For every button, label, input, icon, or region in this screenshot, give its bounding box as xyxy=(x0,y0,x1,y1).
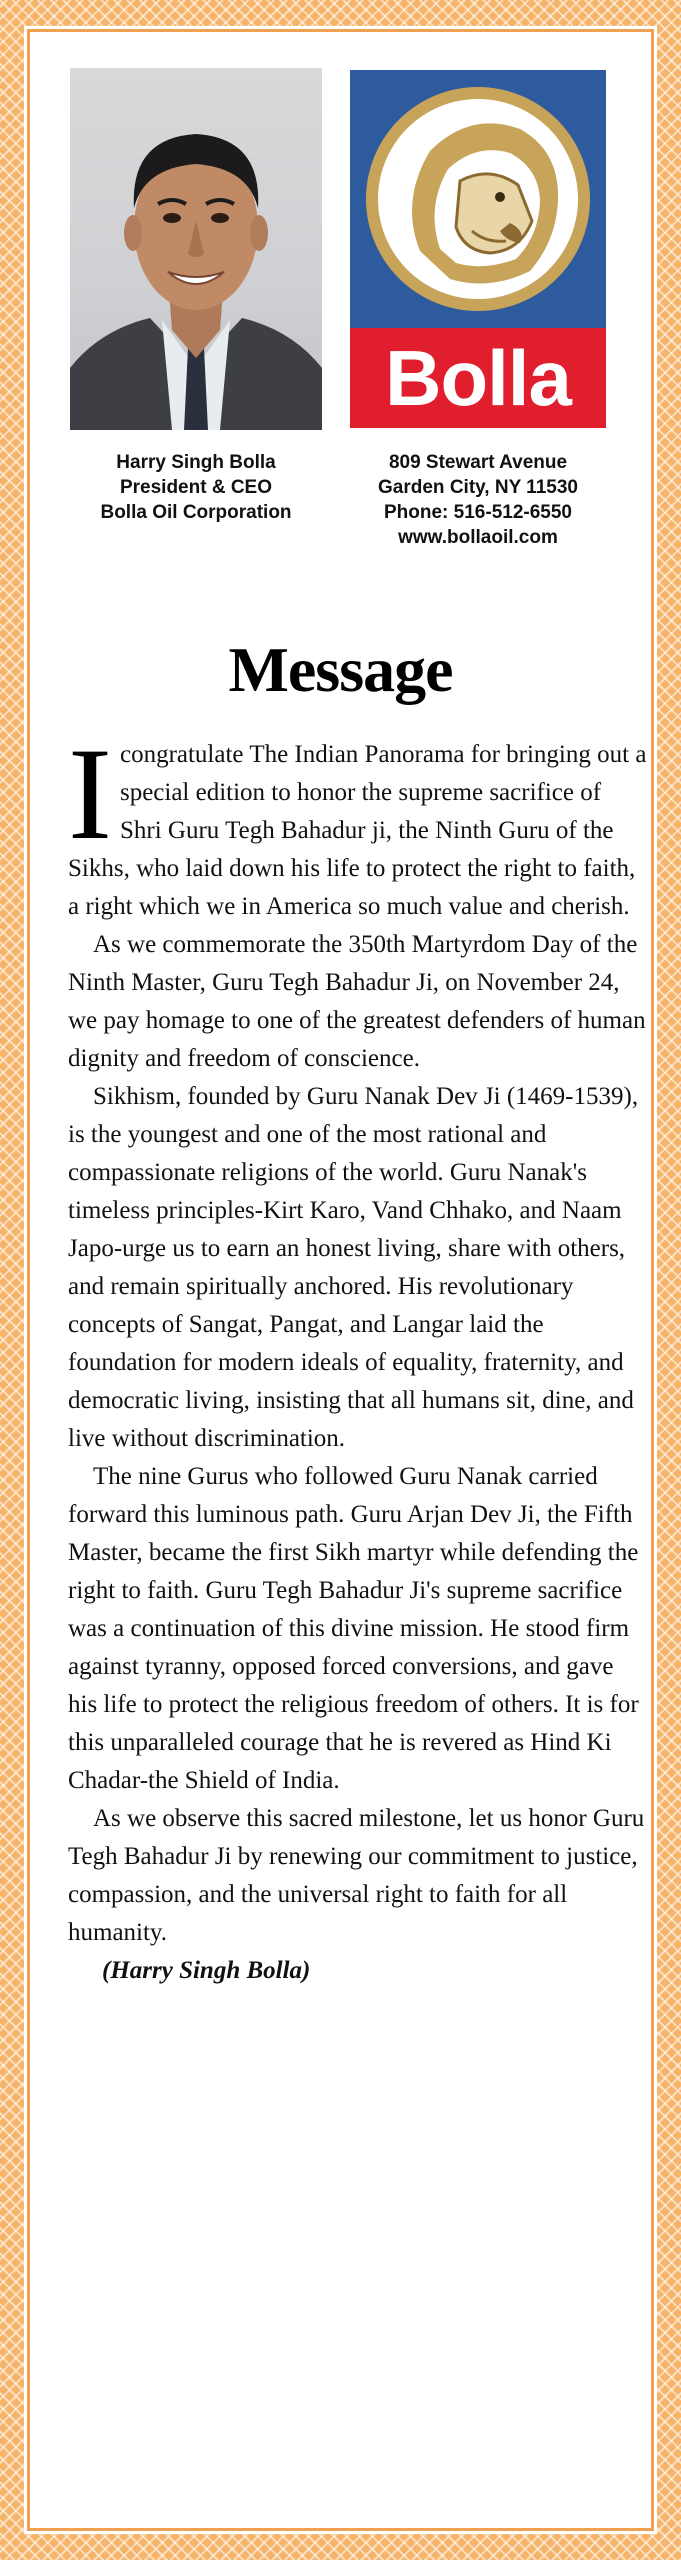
message-heading: Message xyxy=(228,634,453,705)
signature: (Harry Singh Bolla) xyxy=(102,1957,311,1984)
person-name: Harry Singh Bolla xyxy=(116,452,276,473)
paragraph-1-text: congratulate The Indian Panorama for bringing out a special edition to honor the supreme sacrifice of Shri Guru Tegh Bahadur ji, the Ninth Guru of the Sikhs, who laid down his life to protect the right to faith, a right which we in America so much value and cherish. xyxy=(68,741,647,920)
bolla-logo xyxy=(350,70,606,428)
lion-icon xyxy=(360,81,596,317)
message-paragraph-3: Sikhism, founded by Guru Nanak Dev Ji (1469-1539), is the youngest and one of the most rational and compassionate religions of the world. Guru Nanak's timeless principles-Kirt Karo, Vand Chhako, and Naam Japo-urge us to earn an honest living, share with others, and remain spiritually anchored. His revolutionary concepts of Sangat, Pangat, and Langar laid the foundation for modern ideals of equality, fraternity, and democratic living, insisting that all humans sit, dine, and live without discrimination. xyxy=(68,1083,639,1452)
address-line1: 809 Stewart Avenue xyxy=(388,452,568,473)
phone-number: Phone: 516-512-6550 xyxy=(384,502,572,523)
message-paragraph-4: The nine Gurus who followed Guru Nanak carried forward this luminous path. Guru Arjan Dev Ji, the Fifth Master, became the first Sikh martyr while defending the right to faith. Guru Tegh Bahadur Ji's supreme sacrifice was a continuation of this divine mission. He stood firm against tyranny, opposed forced conversions, and gave his life to protect the religious freedom of others. It is for this unparalleled courage that he is revered as Hind Ki Chadar-the Shield of India. xyxy=(68,1463,639,1794)
message-paragraph-1 xyxy=(68,720,648,926)
logo-wordmark-band xyxy=(350,328,606,428)
logo-wordmark: Bolla xyxy=(385,333,571,422)
website-link[interactable]: www.bollaoil.com xyxy=(398,527,558,548)
person-title: President & CEO xyxy=(119,477,273,498)
person-company: Bolla Oil Corporation xyxy=(100,502,292,523)
portrait-photo xyxy=(70,68,322,430)
address-line2: Garden City, NY 11530 xyxy=(378,477,578,498)
contact-info xyxy=(350,450,606,550)
message-paragraph-5: As we observe this sacred milestone, let us honor Guru Tegh Bahadur Ji by renewing our commitment to justice, compassion, and the universal right to faith for all humanity. xyxy=(68,1805,645,1946)
message-paragraph-2: As we commemorate the 350th Martyrdom Day of the Ninth Master, Guru Tegh Bahadur Ji, on November 24, we pay homage to one of the greatest defenders of human dignity and freedom of conscience. xyxy=(68,931,646,1072)
drop-cap: I xyxy=(68,720,112,867)
ad-panel xyxy=(30,32,651,2528)
person-info xyxy=(70,450,322,525)
message-body xyxy=(68,720,648,1990)
lion-emblem xyxy=(350,70,606,328)
